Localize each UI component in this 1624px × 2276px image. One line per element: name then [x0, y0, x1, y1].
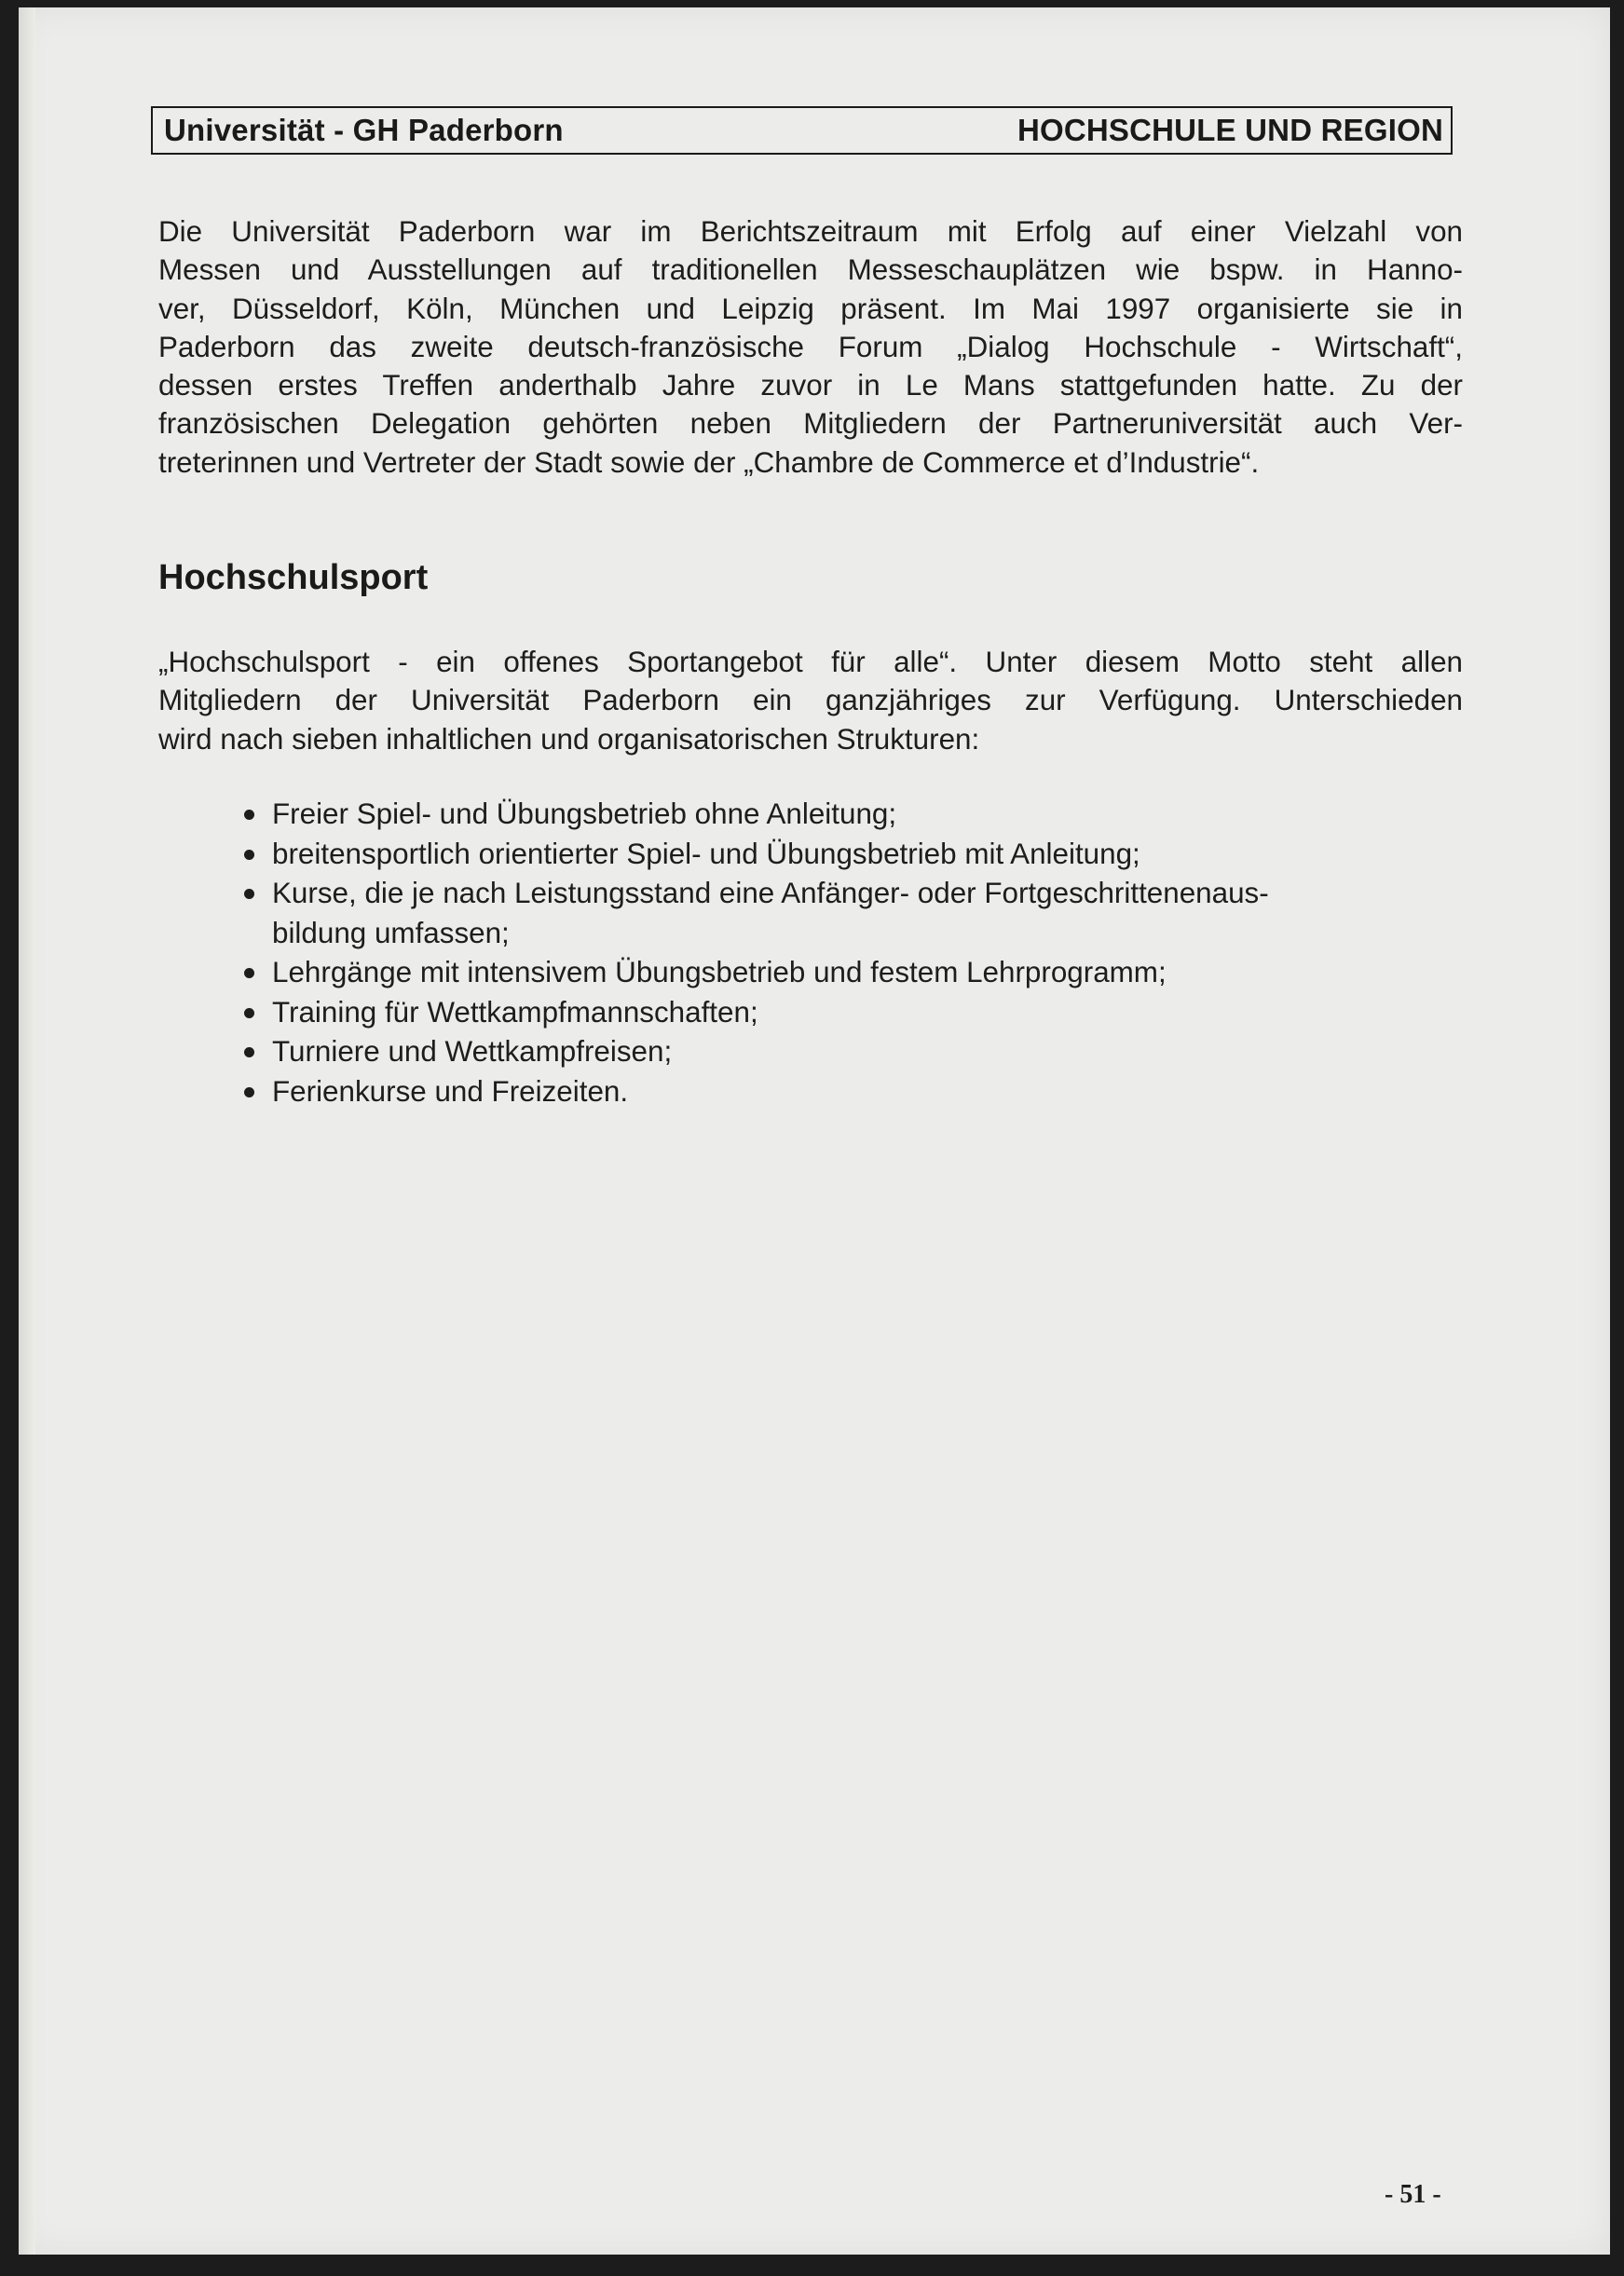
list-item: [158, 1032, 1463, 1072]
paragraph-line: treterinnen und Vertreter der Stadt sowie der „Chambre de Commerce et d’Industrie“.: [158, 445, 1260, 479]
paragraph-line: dessen erstes Treffen anderthalb Jahre zuvor in Le Mans stattgefunden hatte. Zu der: [158, 369, 1463, 402]
bullet-icon: [244, 1047, 254, 1057]
document-page: [19, 7, 1610, 2255]
page-binding-edge: [19, 7, 35, 2255]
section-heading: Hochschulsport: [158, 558, 429, 597]
structures-list: [158, 795, 1463, 1111]
running-header: [151, 106, 1453, 155]
header-section: HOCHSCHULE UND REGION: [1017, 113, 1443, 147]
list-item-text: Turniere und Wettkampfreisen;: [272, 1035, 673, 1068]
paragraph-line: Messen und Ausstellungen auf traditionellen Messeschauplätzen wie bspw. in Hanno-: [158, 253, 1463, 287]
bullet-icon: [244, 889, 254, 899]
list-item-text: Kurse, die je nach Leistungsstand eine Anfänger- oder Fortgeschrittenenaus-: [272, 877, 1269, 909]
list-item-text: Ferienkurse und Freizeiten.: [272, 1074, 629, 1108]
paragraph-line: wird nach sieben inhaltlichen und organisatorischen Strukturen:: [158, 722, 980, 756]
list-item-text-continuation: bildung umfassen;: [272, 916, 510, 949]
list-item: [158, 1072, 1463, 1112]
list-item: [158, 835, 1463, 875]
list-item: [158, 993, 1463, 1033]
list-item: [158, 874, 1463, 953]
bullet-icon: [244, 1008, 254, 1018]
list-item: [158, 795, 1463, 835]
paragraph-line: Mitgliedern der Universität Paderborn ein ganzjähriges zur Verfügung. Unterschieden: [158, 684, 1463, 717]
list-item-text: Freier Spiel- und Übungsbetrieb ohne Anleitung;: [272, 797, 897, 830]
header-institution: Universität - GH Paderborn: [164, 113, 564, 147]
paragraph-messen: [158, 212, 1463, 482]
list-item-text: Training für Wettkampfmannschaften;: [272, 995, 758, 1029]
list-item-text: Lehrgänge mit intensivem Übungsbetrieb und festem Lehrprogramm;: [272, 956, 1167, 988]
bullet-icon: [244, 968, 254, 978]
paragraph-line: Die Universität Paderborn war im Berichtszeitraum mit Erfolg auf einer Vielzahl von: [158, 215, 1463, 248]
list-item-text: breitensportlich orientierter Spiel- und Übungsbetrieb mit Anleitung;: [272, 837, 1140, 870]
page-number: - 51 -: [1385, 2180, 1441, 2209]
paragraph-line: französischen Delegation gehörten neben Mitgliedern der Partneruniversität auch Ver-: [158, 407, 1463, 441]
paragraph-line: ver, Düsseldorf, Köln, München und Leipzig präsent. Im Mai 1997 organisierte sie in: [158, 292, 1463, 325]
list-item: [158, 953, 1463, 993]
paragraph-line: Paderborn das zweite deutsch-französische Forum „Dialog Hochschule - Wirtschaft“,: [158, 330, 1463, 363]
bullet-icon: [244, 850, 254, 860]
bullet-icon: [244, 810, 254, 820]
paragraph-hochschulsport: [158, 643, 1463, 758]
bullet-icon: [244, 1087, 254, 1097]
paragraph-line: „Hochschulsport - ein offenes Sportangebot für alle“. Unter diesem Motto steht allen: [158, 646, 1463, 678]
